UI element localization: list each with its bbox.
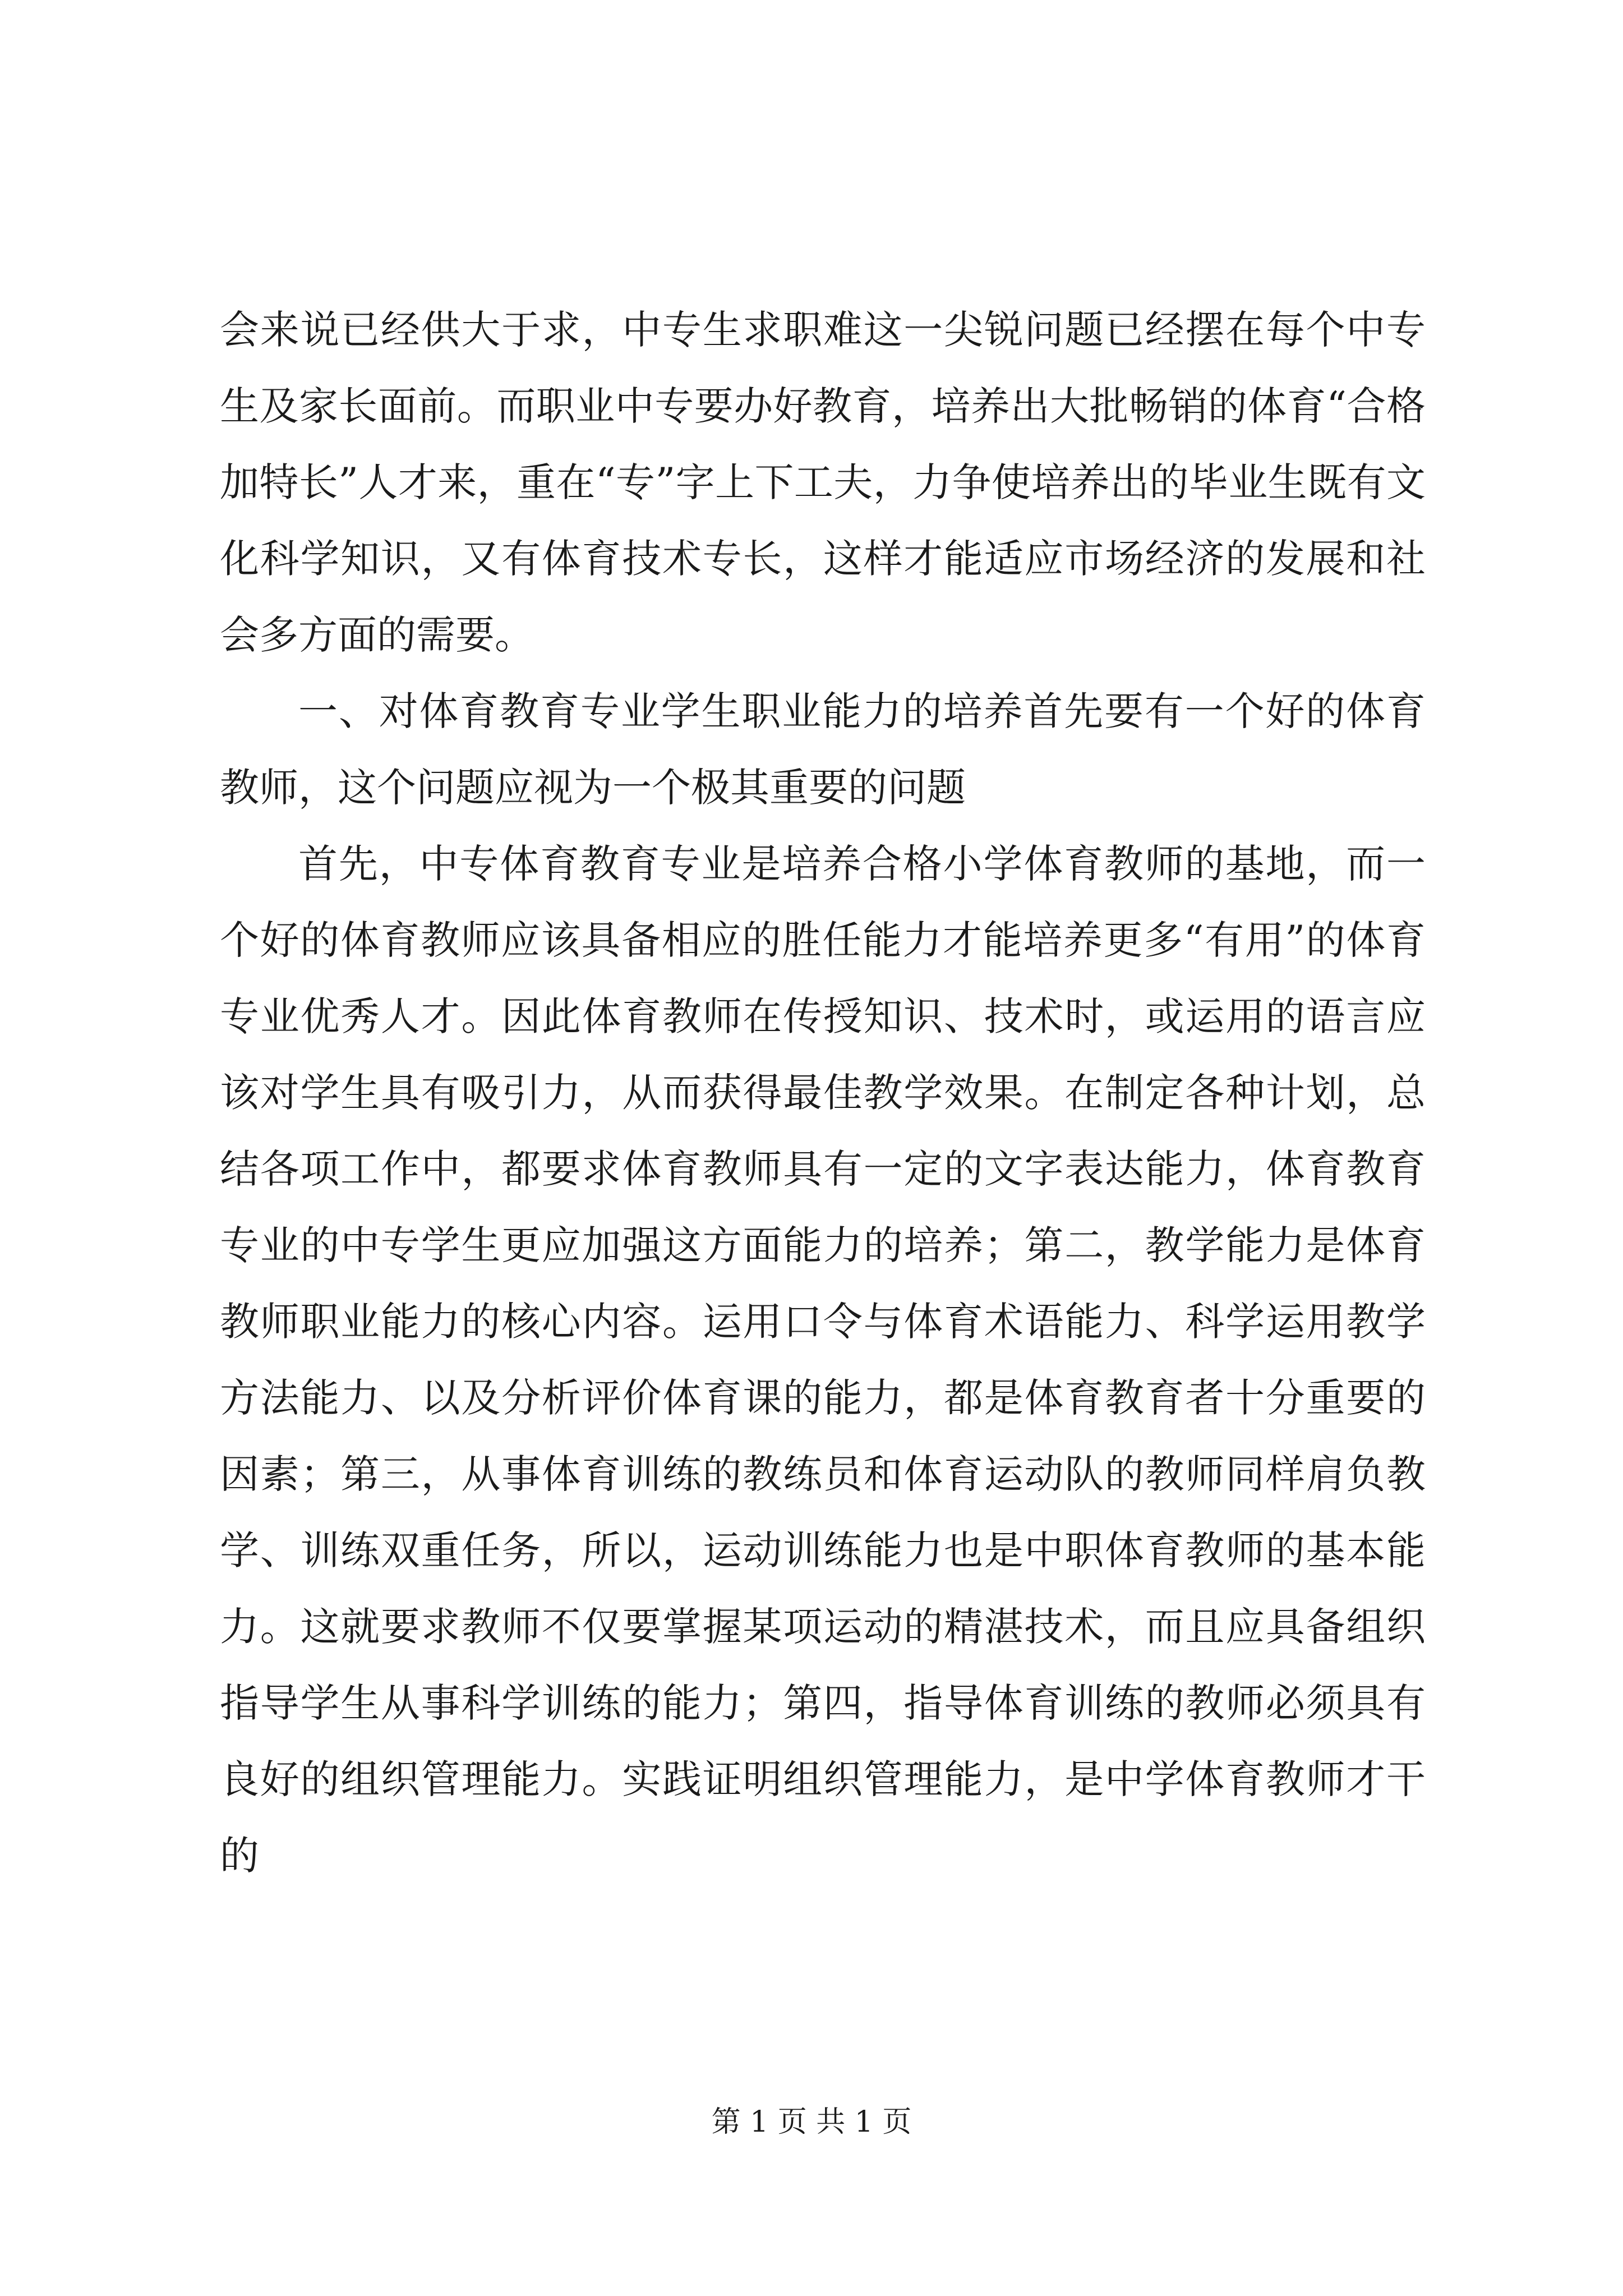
page-footer: 第 1 页 共 1 页: [711, 2105, 912, 2139]
paragraph-3: 首先，中专体育教育专业是培养合格小学体育教师的基地，而一个好的体育教师应该具备相应的胜任能力才能培养更多“有用”的体育专业优秀人才。因此体育教师在传授知识、技术时，或运用的语言应该对学生具有吸引力，从而获得最佳教学效果。在制定各种计划，总结各项工作中，都要求体育教师具有一定的文字表达能力，体育教育专业的中专学生更应加强这方面能力的培养；第二，教学能力是体育教师职业能力的核心内容。运用口令与体育术语能力、科学运用教学方法能力、以及分析评价体育课的能力，都是体育教育者十分重要的因素；第三，从事体育训练的教练员和体育运动队的教师同样肩负教学、训练双重任务，所以，运动训练能力也是中职体育教师的基本能力。这就要求教师不仅要掌握某项运动的精湛技术，而且应具备组织指导学生从事科学训练的能力；第四，指导体育训练的教师必须具有良好的组织管理能力。实践证明组织管理能力，是中学体育教师才干的: [220, 841, 1426, 1879]
paragraph-2-heading: 一、对体育教育专业学生职业能力的培养首先要有一个好的体育教师，这个问题应视为一个极其重要的问题: [220, 688, 1426, 811]
document-body: [220, 292, 1426, 1894]
paragraph-1: 会来说已经供大于求，中专生求职难这一尖锐问题已经摆在每个中专生及家长面前。而职业中专要办好教育，培养出大批畅销的体育“合格加特长”人才来，重在“专”字上下工夫，力争使培养出的毕业生既有文化科学知识，又有体育技术专长，这样才能适应市场经济的发展和社会多方面的需要。: [220, 307, 1426, 658]
